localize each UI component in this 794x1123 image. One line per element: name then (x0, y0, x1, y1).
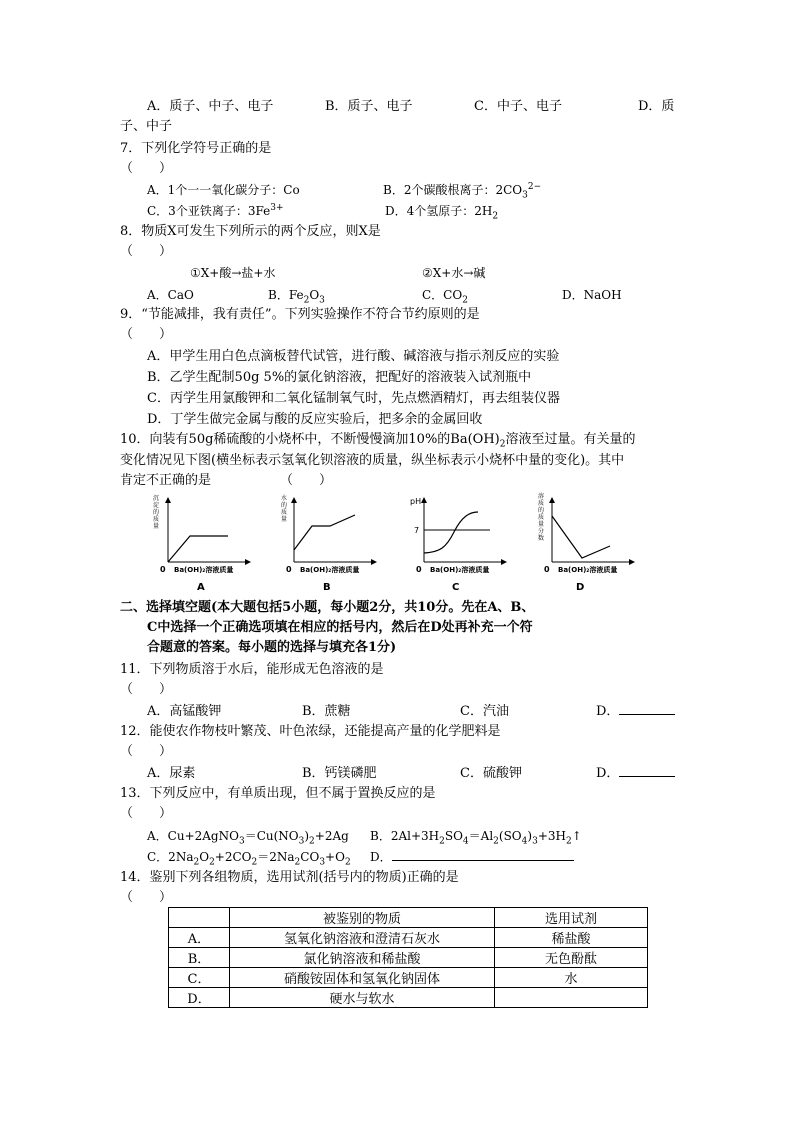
table-cell-reagent (495, 988, 648, 1008)
q8-option-b: B．$Fe_2O_3$ (268, 288, 325, 306)
q10-line-2: 变化情况见下图(横坐标表示氢氧化钡溶液的质量，纵坐标表示小烧杯中量的变化)。其中 (120, 453, 625, 468)
section-2-heading-1: 二、选择填空题(本大题包括5小题，每小题2分，共10分。先在A、B、 (120, 600, 535, 615)
q7-option-d: D．4个氢原子：$2H_2$ (385, 204, 499, 222)
graph-b-origin: 0 (286, 565, 292, 574)
graph-b-curve (294, 515, 355, 550)
graph-a-letter: A (197, 582, 205, 593)
q12-option-c: C．硫酸钾 (460, 766, 522, 781)
graph-c-xlabel: Ba(OH)₂溶液质量 (430, 566, 490, 574)
q7-paren: （ ） (120, 161, 173, 176)
q8-option-d: D．NaOH (562, 288, 622, 302)
graph-c-seven: 7 (414, 526, 420, 535)
table-cell-reagent: 水 (495, 968, 648, 988)
graph-c-letter: C (452, 582, 460, 593)
graph-d-letter: D (576, 582, 585, 593)
table-row (169, 948, 648, 968)
q9-paren: （ ） (120, 327, 173, 342)
graph-a-origin: 0 (160, 565, 166, 574)
graph-a-curve (168, 536, 228, 562)
q13-option-c: C．$2Na_2O_2+2CO_2=2Na_2CO_3+O_2$ (147, 850, 351, 868)
q12-option-b: B．钙镁磷肥 (302, 766, 377, 781)
q9-option-a: A．甲学生用白色点滴板替代试管，进行酸、碱溶液与指示剂反应的实验 (147, 349, 560, 364)
q6-option-c: C．中子、电子 (474, 99, 562, 114)
q6-option-b: B．质子、电子 (325, 99, 413, 114)
q8-option-a: A．CaO (147, 288, 194, 302)
graph-c-curve (424, 512, 478, 553)
q12-paren: （ ） (120, 744, 173, 759)
q8-reaction-2: ②X+水→碱 (422, 266, 486, 280)
graph-b (281, 494, 376, 593)
q14-table (168, 907, 648, 1008)
graph-d-ylabel: 溶质的质量分数 (538, 493, 545, 542)
graph-d-xlabel: Ba(OH)₂溶液质量 (558, 566, 618, 574)
table-header-row (169, 908, 648, 928)
graph-c-origin: 0 (416, 565, 422, 574)
graph-d (538, 492, 634, 593)
graph-d-curve (552, 516, 610, 558)
q7-option-c: C．3个亚铁离子：$3Fe^{3+}$ (147, 203, 284, 218)
q6-option-d-cont: 子、中子 (120, 119, 173, 134)
graph-b-ylabel: 水的质量 (281, 495, 288, 523)
q8-stem: 8．物质X可发生下列所示的两个反应，则X是 (120, 224, 381, 239)
q8-paren: （ ） (120, 244, 173, 259)
q14-paren: （ ） (120, 890, 173, 905)
q7-stem: 7．下列化学符号正确的是 (120, 141, 272, 156)
table-cell-key: B． (169, 948, 230, 968)
table-cell-key: A． (169, 928, 230, 948)
table-cell-reagent: 稀盐酸 (495, 928, 648, 948)
q13-stem: 13．下列反应中，有单质出现，但不属于置换反应的是 (120, 786, 436, 801)
graph-b-letter: B (323, 582, 331, 593)
q11-option-a: A．高锰酸钾 (147, 704, 222, 719)
q9-option-b: B．乙学生配制50g 5%的氯化钠溶液，把配好的溶液装入试剂瓶中 (147, 370, 532, 385)
q11-option-c: C．汽油 (460, 704, 509, 719)
q7-option-a: A．1个一一氧化碳分子：Co (147, 183, 300, 197)
graph-a-ylabel: 沉淀的质量 (153, 495, 160, 530)
q12-stem: 12．能使农作物枝叶繁茂、叶色浓绿，还能提高产量的化学肥料是 (120, 724, 501, 739)
q11-paren: （ ） (120, 682, 173, 697)
table-cell-substances: 硝酸铵固体和氢氧化钠固体 (230, 968, 495, 988)
q10-line-1: 10．向装有50g稀硫酸的小烧杯中，不断慢慢滴加10%的$Ba(OH)_2$溶液至过量。有关量的 (120, 432, 636, 450)
table-cell-substances: 氯化钠溶液和稀盐酸 (230, 948, 495, 968)
table-header-reagent: 选用试剂 (495, 908, 648, 928)
table-cell-key: D． (169, 988, 230, 1008)
q13-option-a: A．$Cu+2AgNO_3=Cu(NO_3)_2+2Ag$ (147, 829, 349, 847)
table-row (169, 968, 648, 988)
q9-option-c: C．丙学生用氯酸钾和二氧化锰制氧气时，先点燃酒精灯，再去组装仪器 (147, 391, 560, 406)
q10-line-3: 肯定不正确的是 (120, 473, 212, 488)
q7-option-b: B．2个碳酸根离子：$2CO_3^{2-}$ (383, 182, 542, 201)
q11-stem: 11．下列物质溶于水后，能形成无色溶液的是 (120, 662, 384, 677)
q13-paren: （ ） (120, 806, 173, 821)
q6-option-d: D．质 (638, 99, 675, 114)
q14-stem: 14．鉴别下列各组物质，选用试剂(括号内的物质)正确的是 (120, 870, 459, 885)
q13-option-d: D． (370, 849, 574, 865)
table-cell-substances: 硬水与软水 (230, 988, 495, 1008)
table-row (169, 928, 648, 948)
table-cell-reagent: 无色酚酞 (495, 948, 648, 968)
graph-d-origin: 0 (544, 565, 550, 574)
graph-c (410, 497, 506, 593)
q11-option-b: B．蔗糖 (302, 704, 351, 719)
table-header-key (169, 908, 230, 928)
section-2-heading-3: 合题意的答案。每小题的选择与填充各1分) (147, 640, 397, 655)
graph-b-xlabel: Ba(OH)₂溶液质量 (300, 566, 360, 574)
table-cell-substances: 氢氧化钠溶液和澄清石灰水 (230, 928, 495, 948)
q9-option-d: D．丁学生做完金属与酸的反应实验后，把多余的金属回收 (147, 412, 483, 427)
table-row (169, 988, 648, 1008)
table-cell-key: C． (169, 968, 230, 988)
graph-c-ylabel: pH (410, 497, 422, 506)
q8-option-c: C．$CO_2$ (422, 288, 468, 306)
graph-a-xlabel: Ba(OH)₂溶液质量 (174, 566, 234, 574)
q13-option-b: B．$2Al+3H_2SO_4=Al_2(SO_4)_3+3H_2↑$ (370, 829, 582, 847)
q12-option-d: D． (596, 766, 675, 782)
section-2-heading-2: C中选择一个正确选项填在相应的括号内，然后在D处再补充一个符 (147, 620, 533, 635)
q8-reaction-1: ①X+酸→盐+水 (190, 266, 276, 280)
table-header-substances: 被鉴别的物质 (230, 908, 495, 928)
q6-option-a: A．质子、中子、电子 (147, 99, 274, 114)
graph-a (153, 494, 250, 593)
q10-paren: （ ） (280, 473, 333, 488)
q11-option-d: D． (596, 704, 675, 720)
q9-stem: 9．“节能减排，我有责任”。下列实验操作不符合节约原则的是 (120, 307, 480, 322)
q10-graphs (0, 490, 794, 595)
q12-option-a: A．尿素 (147, 766, 196, 781)
